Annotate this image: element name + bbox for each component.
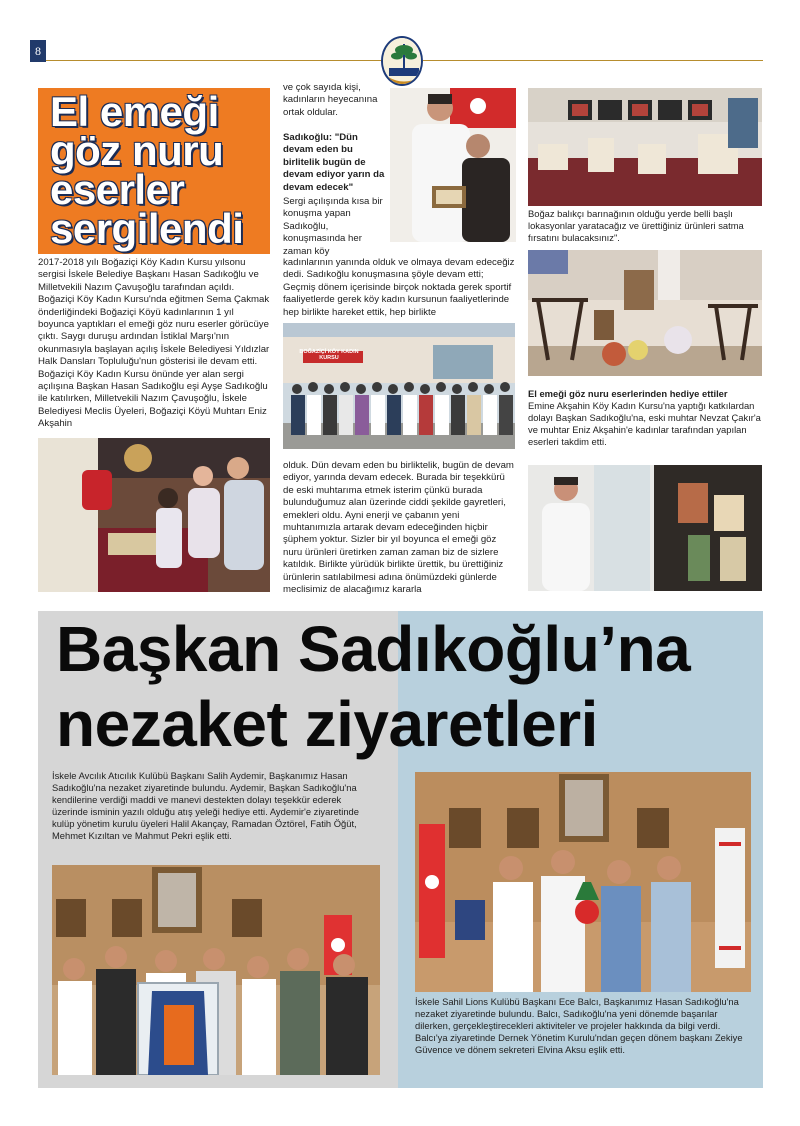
header-rule-right: [423, 60, 763, 61]
gift-text: Emine Akşahin Köy Kadın Kursu'na yaptığı katkılardan dolayı Başkan Sadıkoğlu'na, eski muhtar Nevzat Çakır'a ve muhtar Eniz Akşahin'e kadınlar tarafından yapılan eserleri takdim etti.: [528, 400, 761, 447]
article1-col2-intro: ve çok sayıda kişi, kadınların heyecanına ortak oldular.: [283, 82, 378, 118]
photo-sign-text: BOĞAZİÇİ KÖY KADIN KURSU: [299, 349, 359, 361]
photo-lions-club-visit: [415, 772, 751, 992]
article1-col2-lower-text: olduk. Dün devam eden bu birliktelik, bugün de devam ediyor, yarında devam edecek. Burada bir teşekkürü de eski muhtarıma etmek isterim çünkü burada bulunduğumuz alan üzerinde ciddi şekilde gayretleri, emekleri oldu. Ayni enerji ve çabanın yeni muhtanımızla artarak devam edeceğinden hiçbir şüphem yoktur. Sizler bir yıl boyunca el emeği göz nuru ürünleri üretirken zaman zaman biz de sizlere katıldık. Birlikte yürüdük birlikte ürettik, bu ürettiğiniz ürünlerin satılabilmesi adına önümüzdeki günlerde meclisimiz de alacağımız kararla: [283, 460, 514, 596]
page-number: 8: [30, 40, 46, 62]
article1-title: [50, 88, 270, 252]
article2-left-text: İskele Avcılık Atıcılık Kulübü Başkanı Salih Aydemir, Başkanımız Hasan Sadıkoğlu'na nezaket ziyaretinde bulundu. Aydemir, Başkan Sadıkoğlu'na kendilerine verdiği maddi ve manevi destekten dolayı teşekkür ederek üzerinde isminin yazılı olduğu atış yeleği hediye etti. Aydemir'e ziyaretinde kulüp yönetim kurulu üyeleri Halil Akançay, Ramadan Öztörel, Fatih Öğüt, Mehmet Kızıltan ve Mahmut Pekri eşlik etti.: [52, 770, 359, 841]
article2-title-line1: Başkan Sadıkoğlu’na: [56, 613, 691, 685]
title-line: göz nuru: [50, 127, 224, 174]
caption-exhibit: Boğaz balıkçı barınağının olduğu yerde belli başlı lokasyonlar yaratacağız ve ürettiğiniz ürünleri satma fırsatını bulacaksınız".: [528, 208, 744, 243]
title-line: sergilendi: [50, 205, 244, 252]
photo-group-kursu: [283, 323, 515, 449]
article2-title-line2: nezaket ziyaretleri: [56, 688, 598, 760]
gift-heading: El emeği göz nuru eserlerinden hediye ettiler: [528, 388, 728, 399]
article1-col2-full-text: kadınlarının yanında olduk ve olmaya devam edeceğiz dedi. Sadıkoğlu konuşmasına şöyle devam etti; Geçmiş dönem içerisinde birçok noktada gerek sportif faaliyetlerde gerek köy kadın kursunun faaliyetlerinde hep birlikte hareket ettik, hep birlikte: [283, 257, 515, 318]
photo-exhibit-tables: [528, 250, 762, 376]
photo-shooting-club-visit: [52, 865, 380, 1075]
photo-mayor-with-woman: [390, 88, 516, 242]
photo-mayor-at-exhibit: [528, 465, 762, 591]
title-line: eserler: [50, 166, 185, 213]
municipality-logo: [381, 36, 423, 86]
quote-heading: Sadıkoğlu: "Dün devam eden bu birlitelik bugün de devam ediyor yarın da devam edecek": [283, 132, 385, 193]
header-rule-left: [46, 60, 381, 61]
photo-exhibit-wall: [528, 88, 762, 206]
article1-col1-text: 2017-2018 yılı Boğaziçi Köy Kadın Kursu yılsonu sergisi İskele Belediye Başkanı Hasan Sadıkoğlu ve Milletvekili Nazım Çavuşoğlu tarafından açıldı. Boğaziçi Köy Kadın Kursu'nda eğitmen Sema Çakmak önderliğindeki Boğaziçi Köyü kadınlarının 1 yıl boyunca yaptıkları el emeği göz nuru eserler görücüye çıktı. Saygı duruşu ardından İstiklal Marşı'nın okunmasıyla başlayan açılış İskele Belediyesi Yıldızlar Halk Dansları Topluluğu'nun gösterisi ile devam etti. Boğaziçi Köy Kadın Kursu önünde yer alan sergi açılışına Başkan Hasan Sadıkoğlu eşi Ayşe Sadıkoğlu ile katılırken, Milletvekili Nazım Çavuşoğlu, İskele Belediyesi Meclis Üyeleri, Boğaziçi Köyü Muhtarı Eniz Akşahin: [38, 257, 270, 430]
photo-women-crafts: [38, 438, 270, 592]
title-line: El emeği: [50, 88, 219, 135]
article1-col2-beside-photo: Sergi açılışında kısa bir konuşma yapan Sadıkoğlu, konuşmasında her zaman köy: [283, 196, 383, 257]
article2-right-text: İskele Sahil Lions Kulübü Başkanı Ece Balcı, Başkanımız Hasan Sadıkoğlu'na nezaket ziyaretinde bulundu. Balcı, Sadıkoğlu'na yeni dönemde başarılar dilerken, gerçekleştirecekleri aktiviteler ve projeler hakkında da bilgi verdi. Balcı'ya ziyaretinde Dernek Yönetim Kurulu'ndan geçen dönem başkanı Zekiye Güvence ve dönem sekreteri Elvina Aksu eşlik etti.: [415, 996, 743, 1055]
